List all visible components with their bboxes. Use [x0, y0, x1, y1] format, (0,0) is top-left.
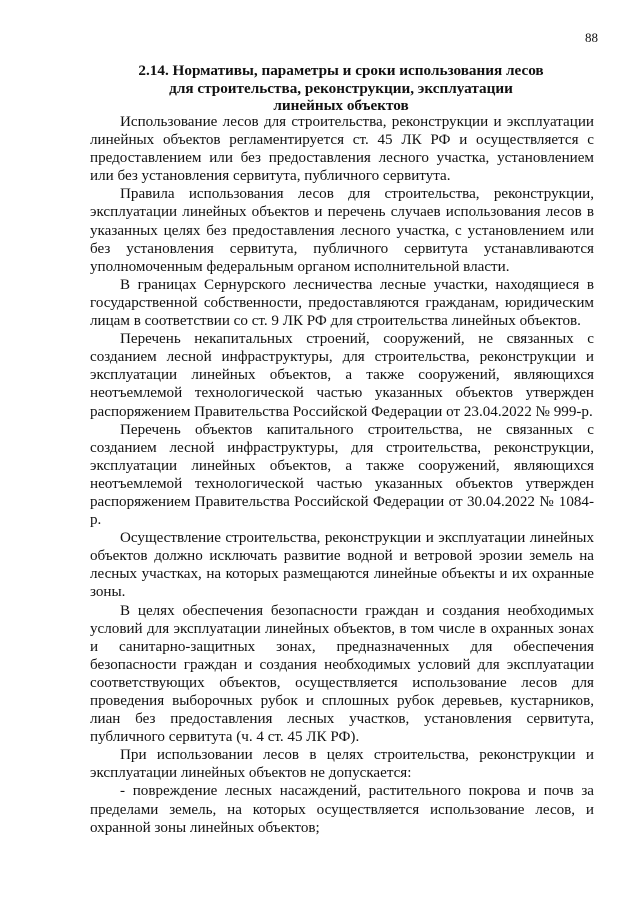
heading-line-2: для строительства, реконструкции, эксплуатации	[169, 79, 513, 97]
heading-line-1: 2.14. Нормативы, параметры и сроки использования лесов	[138, 62, 544, 79]
paragraph-capital-list: Перечень объектов капитального строительства, не связанных с созданием лесной инфраструктуры, для строительства, реконструкции, эксплуатации линейных объектов, а также сооружений, являющихся неотъемлемой технологической частью указанных объектов утвержден распоряжением Правительства Российской Федерации от 30.04.2022 № 1084-р.	[90, 421, 594, 529]
section-heading	[88, 62, 594, 115]
heading-line-3: линейных объектов	[273, 97, 409, 114]
paragraph-rules: Правила использования лесов для строительства, реконструкции, эксплуатации линейных объектов и перечень случаев использования лесов в указанных целях без предоставления лесного участка, с установлением или без установления сервитута, публичного сервитута устанавливаются уполномоченным федеральным органом исполнительной власти.	[90, 186, 594, 275]
paragraph-sernur-forestry: В границах Сернурского лесничества лесные участки, находящиеся в государственной собственности, предоставляются гражданам, юридическим лицам в соответствии со ст. 9 ЛК РФ для строительства линейных объектов.	[90, 276, 594, 330]
paragraph-usage: Использование лесов для строительства, реконструкции и эксплуатации линейных объектов регламентируется ст. 45 ЛК РФ и осуществляется с предоставлением или без предоставления лесного участка, установлением или без установления сервитута, публичного сервитута.	[90, 114, 594, 185]
list-item-damage: - повреждение лесных насаждений, растительного покрова и почв за пределами земель, на которых осуществляется использование лесов, и охранной зоны линейных объектов;	[90, 783, 594, 836]
paragraph-prohibitions-intro: При использовании лесов в целях строительства, реконструкции и эксплуатации линейных объектов не допускается:	[90, 747, 594, 782]
page-number: 88	[585, 30, 598, 45]
document-body	[90, 113, 594, 837]
paragraph-safety: В целях обеспечения безопасности граждан и создания необходимых условий для эксплуатации линейных объектов, в том числе в охранных зонах и санитарно-защитных зонах, предназначенных для обеспечения безопасности граждан и создания необходимых условий для эксплуатации соответствующих объектов, осуществляется использование лесов для проведения выборочных рубок и сплошных рубок деревьев, кустарников, лиан без предоставления лесных участков, установления сервитута, публичного сервитута (ч. 4 ст. 45 ЛК РФ).	[90, 602, 594, 746]
paragraph-non-capital-list: Перечень некапитальных строений, сооружений, не связанных с созданием лесной инфраструктуры, для строительства, реконструкции и эксплуатации линейных объектов, а также сооружений, являющихся неотъемлемой технологической частью указанных объектов утвержден распоряжением Правительства Российской Федерации от 23.04.2022 № 999-р.	[90, 331, 594, 420]
paragraph-erosion: Осуществление строительства, реконструкции и эксплуатации линейных объектов должно исключать развитие водной и ветровой эрозии земель на лесных участках, на которых размещаются линейные объекты и их охранные зоны.	[90, 530, 594, 601]
